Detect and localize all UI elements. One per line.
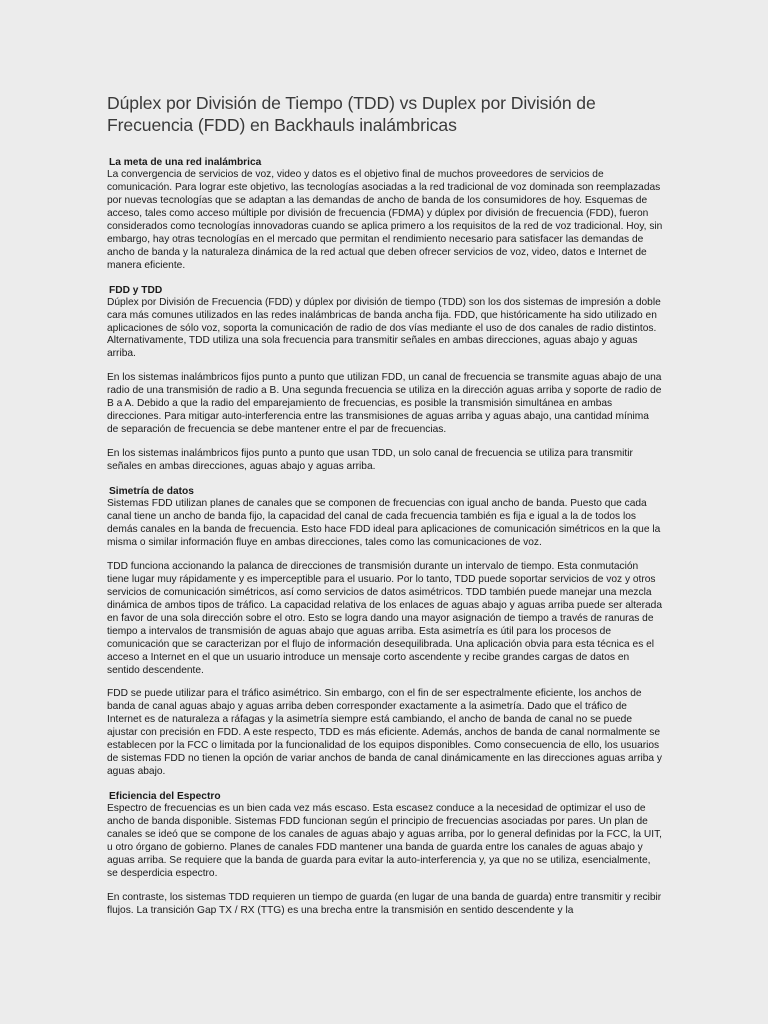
paragraph: Espectro de frecuencias es un bien cada vez más escaso. Esta escasez conduce a la necesidad de optimizar el uso de ancho de banda disponible. Sistemas FDD funcionan según el principio de frecuencias asociadas por pares. Un plan de canales se ideó que se compone de los canales de aguas abajo y aguas arriba, por lo general definidas por la FCC, la UIT, u otro órgano de gobierno. Planes de canales FDD mantener una banda de guarda entre los canales de aguas abajo y aguas arriba. Se requiere que la banda de guarda para evitar la auto-interferencia y, ya que no se utiliza, esencialmente, se desperdicia espectro. <box>107 803 662 879</box>
section-fdd-tdd <box>107 284 663 474</box>
section-data-symmetry <box>107 485 663 779</box>
paragraph: En contraste, los sistemas TDD requieren un tiempo de guarda (en lugar de una banda de guarda) entre transmitir y recibir flujos. La transición Gap TX / RX (TTG) es una brecha entre la transmisión en sentido descendente y la <box>107 891 662 916</box>
document-body <box>107 92 663 929</box>
section-heading: Simetría de datos <box>109 486 194 498</box>
section-heading: La meta de una red inalámbrica <box>109 157 262 168</box>
paragraph: Dúplex por División de Frecuencia (FDD) y dúplex por división de tiempo (TDD) son los dos sistemas de impresión a doble cara más comunes utilizados en las redes inalámbricas de banda ancha fija. FDD, que históricamente ha sido utilizado en aplicaciones de sólo voz, soporta la comunicación de radio de dos vías mediante el uso de dos canales de radio distintos. Alternativamente, TDD utiliza una sola frecuencia para transmitir señales en ambas direcciones, aguas abajo y aguas arriba. <box>107 296 661 360</box>
paragraph: Sistemas FDD utilizan planes de canales que se componen de frecuencias con igual ancho de banda. Puesto que cada canal tiene un ancho de banda fijo, la capacidad del canal de cada frecuencia también es fija e igual a la de todos los demás canales en la banda de frecuencia. Esto hace FDD ideal para aplicaciones de comunicación simétricos en la que la misma o similar información fluye en ambas direcciones, tales como las comunicaciones de voz. <box>107 498 661 548</box>
section-spectrum-efficiency <box>107 790 663 918</box>
paragraph: TDD funciona accionando la palanca de direcciones de transmisión durante un intervalo de tiempo. Esta conmutación tiene lugar muy rápidamente y es imperceptible para el usuario. Por lo tanto, TDD puede soportar servicios de voz y otros servicios de comunicación simétricos, así como servicios de datos asimétricos. TDD también puede manejar una mezcla dinámica de ambos tipos de tráfico. La capacidad relativa de los enlaces de aguas abajo y aguas arriba puede ser alterada en favor de una sola dirección sobre el otro. Esto se logra dando una mayor asignación de tiempo a través de ranuras de tiempo a intervalos de transmisión de aguas abajo que aguas arriba. Esta asimetría es útil para los procesos de comunicación que se caracterizan por el flujo de información desequilibrada. Una aplicación obvia para esta técnica es el acceso a Internet en el que un usuario introduce un mensaje corto ascendente y recibe grandes cargas de datos en sentido descendente. <box>107 560 663 676</box>
paragraph: En los sistemas inalámbricos fijos punto a punto que utilizan FDD, un canal de frecuencia se transmite aguas abajo de una radio de una transmisión de radio a B. Una segunda frecuencia se utiliza en la dirección aguas arriba y soporte de radio de B a A. Debido a que la radio del emparejamiento de frecuencias, es posible la transmisión simultánea en ambas direcciones. Para mitigar auto-interferencia entre las transmisiones de aguas arriba y aguas abajo, una cantidad mínima de separación de frecuencia se debe mantener entre el par de frecuencias. <box>107 372 662 436</box>
paragraph: En los sistemas inalámbricos fijos punto a punto que usan TDD, un solo canal de frecuencia se utiliza para transmitir señales en ambas direcciones, aguas abajo y aguas arriba. <box>107 448 633 473</box>
paragraph: FDD se puede utilizar para el tráfico asimétrico. Sin embargo, con el fin de ser espectralmente eficiente, los anchos de banda de canal aguas abajo y aguas arriba deben corresponder exactamente a la asimetría. Dado que el tráfico de Internet es de naturaleza a ráfagas y la asimetría siempre está cambiando, el ancho de banda de canal no se puede ajustar con precisión en FDD. A este respecto, TDD es más eficiente. Además, anchos de banda de canal normalmente se establecen por la FCC o limitada por la funcionalidad de los equipos disponibles. Como consecuencia de ello, los usuarios de sistemas FDD no tienen la opción de variar anchos de banda de canal dinámicamente en las direcciones aguas arriba y aguas abajo. <box>107 688 662 778</box>
section-heading: FDD y TDD <box>109 284 163 296</box>
document-title: Dúplex por División de Tiempo (TDD) vs Duplex por División de Frecuencia (FDD) en Backhauls inalámbricas <box>107 93 596 135</box>
paragraph: La convergencia de servicios de voz, video y datos es el objetivo final de muchos proveedores de servicios de comunicación. Para lograr este objetivo, las tecnologías asociadas a la red tradicional de voz dominada son reemplazadas por nuevas tecnologías que se adaptan a las demandas de ancho de banda de los consumidores de hoy. Esquemas de acceso, tales como acceso múltiple por división de frecuencia (FDMA) y dúplex por división de frecuencia (FDD), fueron considerados como tecnologías innovadoras cuando se aplica primero a los requisitos de la red de voz tradicional. Hoy, sin embargo, hay otras tecnologías en el mercado que permitan el rendimiento necesario para satisfacer las demandas de ancho de banda y la naturaleza dinámica de la red actual que deben ofrecer servicios de voz, video, datos e Internet de manera eficiente. <box>107 169 663 271</box>
section-wireless-goal <box>107 156 663 273</box>
section-heading: Eficiencia del Espectro <box>109 791 221 803</box>
